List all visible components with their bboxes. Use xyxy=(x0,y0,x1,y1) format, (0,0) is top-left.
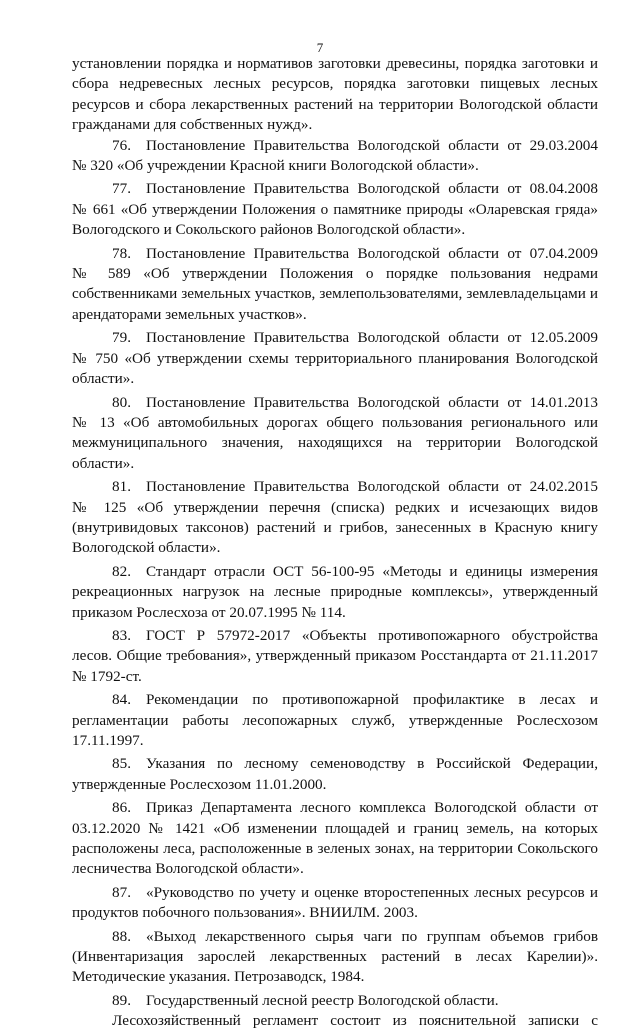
list-item-text: Указания по лесному семеноводству в Российской Федерации, xyxy=(146,755,598,773)
list-item-line: Вологодской области». xyxy=(72,539,221,557)
list-item-number: 88. xyxy=(112,927,131,945)
list-item xyxy=(72,927,598,988)
list-item-line: лесничества Вологодской области». xyxy=(72,860,304,878)
list-item-text: Постановление Правительства Вологодской области от 08.04.2008 xyxy=(146,180,598,198)
list-item-first-line xyxy=(72,477,598,497)
list-item-line: регламентации работы лесопожарных служб, утвержденные Рослесхозом xyxy=(72,711,598,729)
reference-list xyxy=(72,136,598,1012)
list-item-line: лесов. Общие требования», утвержденный приказом Росстандарта от 21.11.2017 xyxy=(72,647,598,665)
list-item-line: рекреационных нагрузок на лесные природные комплексы», утвержденный xyxy=(72,583,598,601)
list-item-line: № 750 «Об утверждении схемы территориального планирования Вологодской xyxy=(72,349,598,367)
list-item-first-line xyxy=(72,179,598,199)
list-item-number: 84. xyxy=(112,691,131,709)
list-item-number: 85. xyxy=(112,755,131,773)
list-item-text: Постановление Правительства Вологодской области от 29.03.2004 xyxy=(146,136,598,154)
list-item-line: № 13 «Об автомобильных дорогах общего пользования регионального или xyxy=(72,413,598,431)
list-item-first-line xyxy=(72,883,598,903)
list-item-number: 82. xyxy=(112,562,131,580)
list-item-line: расположены леса, расположенные в зеленых зонах, на территории Сокольского xyxy=(72,840,598,858)
list-item-first-line xyxy=(72,136,598,156)
list-item-number: 87. xyxy=(112,883,131,901)
intro-line: ресурсов и сбора лекарственных растений на территории Вологодской области xyxy=(72,95,598,113)
intro-line: гражданами для собственных нужд». xyxy=(72,116,313,134)
list-item-first-line xyxy=(72,754,598,774)
list-item xyxy=(72,477,598,559)
list-item-line: (Инвентаризация зарослей лекарственных растений в лесах Карелии)». xyxy=(72,948,598,966)
list-item xyxy=(72,179,598,240)
list-item-number: 78. xyxy=(112,244,131,262)
list-item-line: межмуниципального значения, находящихся на территории Вологодской xyxy=(72,434,598,452)
list-item-line: утвержденные Рослесхозом 11.01.2000. xyxy=(72,775,327,793)
list-item-number: 89. xyxy=(112,991,131,1009)
list-item xyxy=(72,244,598,326)
list-item xyxy=(72,883,598,924)
list-item xyxy=(72,991,598,1011)
list-item-first-line xyxy=(72,690,598,710)
list-item-number: 80. xyxy=(112,393,131,411)
list-item xyxy=(72,136,598,177)
list-item-number: 83. xyxy=(112,626,131,644)
list-item-line: собственниками земельных участков, землепользователями, землевладельцами и xyxy=(72,285,598,303)
document-body xyxy=(72,54,598,1032)
list-item-number: 77. xyxy=(112,180,131,198)
list-item-line: Методические указания. Петрозаводск, 1984. xyxy=(72,968,365,986)
list-item-line: № 661 «Об утверждении Положения о памятнике природы «Оларевская гряда» xyxy=(72,200,598,218)
list-item-text: Постановление Правительства Вологодской области от 14.01.2013 xyxy=(146,393,598,411)
list-item-text: Постановление Правительства Вологодской области от 12.05.2009 xyxy=(146,329,598,347)
list-item-first-line xyxy=(72,798,598,818)
list-item-first-line xyxy=(72,562,598,582)
intro-line: сбора недревесных лесных ресурсов, порядка заготовки пищевых лесных xyxy=(72,75,598,93)
list-item-number: 76. xyxy=(112,136,131,154)
list-item-line: продуктов побочного пользования». ВНИИЛМ. 2003. xyxy=(72,904,418,922)
list-item-first-line xyxy=(72,393,598,413)
list-item xyxy=(72,798,598,880)
list-item-line: Вологодского и Сокольского районов Вологодской области». xyxy=(72,221,466,239)
list-item-text: Стандарт отрасли ОСТ 56-100-95 «Методы и единицы измерения xyxy=(146,562,598,580)
list-item xyxy=(72,690,598,751)
list-item-text: «Руководство по учету и оценке второстепенных лесных ресурсов и xyxy=(146,883,598,901)
list-item xyxy=(72,562,598,623)
list-item-first-line xyxy=(72,626,598,646)
list-item xyxy=(72,328,598,389)
list-item xyxy=(72,626,598,687)
closing-line: Лесохозяйственный регламент состоит из пояснительной записки с xyxy=(112,1012,598,1030)
list-item-line: 03.12.2020 № 1421 «Об изменении площадей и границ земель, на которых xyxy=(72,819,598,837)
list-item-line: № 320 «Об учреждении Красной книги Вологодской области». xyxy=(72,157,479,175)
list-item-text: ГОСТ Р 57972-2017 «Объекты противопожарного обустройства xyxy=(146,626,598,644)
list-item-line: области». xyxy=(72,370,135,388)
closing-paragraph xyxy=(72,1011,598,1031)
list-item-line: № 1792-ст. xyxy=(72,667,142,685)
list-item-line: арендаторами земельных участков». xyxy=(72,305,307,323)
list-item-line: № 589 «Об утверждении Положения о порядке пользования недрами xyxy=(72,265,598,283)
list-item-line: приказом Рослесхоза от 20.07.1995 № 114. xyxy=(72,603,346,621)
list-item-text: Постановление Правительства Вологодской области от 24.02.2015 xyxy=(146,478,598,496)
list-item-text: Рекомендации по противопожарной профилактике в лесах и xyxy=(146,691,598,709)
intro-line: установлении порядка и нормативов заготовки древесины, порядка заготовки и xyxy=(72,55,598,72)
list-item-number: 79. xyxy=(112,329,131,347)
list-item-text: Приказ Департамента лесного комплекса Вологодской области от xyxy=(146,799,598,817)
list-item-text: «Выход лекарственного сырья чаги по группам объемов грибов xyxy=(146,927,598,945)
list-item-number: 81. xyxy=(112,478,131,496)
list-item-first-line xyxy=(72,244,598,264)
list-item-first-line xyxy=(72,927,598,947)
list-item-line: (внутривидовых таксонов) растений и грибов, занесенных в Красную книгу xyxy=(72,518,598,536)
list-item-text: Постановление Правительства Вологодской области от 07.04.2009 xyxy=(146,244,598,262)
page-number: 7 xyxy=(316,40,324,55)
list-item xyxy=(72,754,598,795)
list-item-line: области». xyxy=(72,454,135,472)
intro-paragraph xyxy=(72,54,598,136)
list-item xyxy=(72,393,598,475)
list-item-number: 86. xyxy=(112,799,131,817)
list-item-first-line xyxy=(72,991,598,1011)
list-item-text: Государственный лесной реестр Вологодской области. xyxy=(146,991,499,1009)
list-item-first-line xyxy=(72,328,598,348)
list-item-line: № 125 «Об утверждении перечня (списка) редких и исчезающих видов xyxy=(72,498,598,516)
list-item-line: 17.11.1997. xyxy=(72,732,144,749)
